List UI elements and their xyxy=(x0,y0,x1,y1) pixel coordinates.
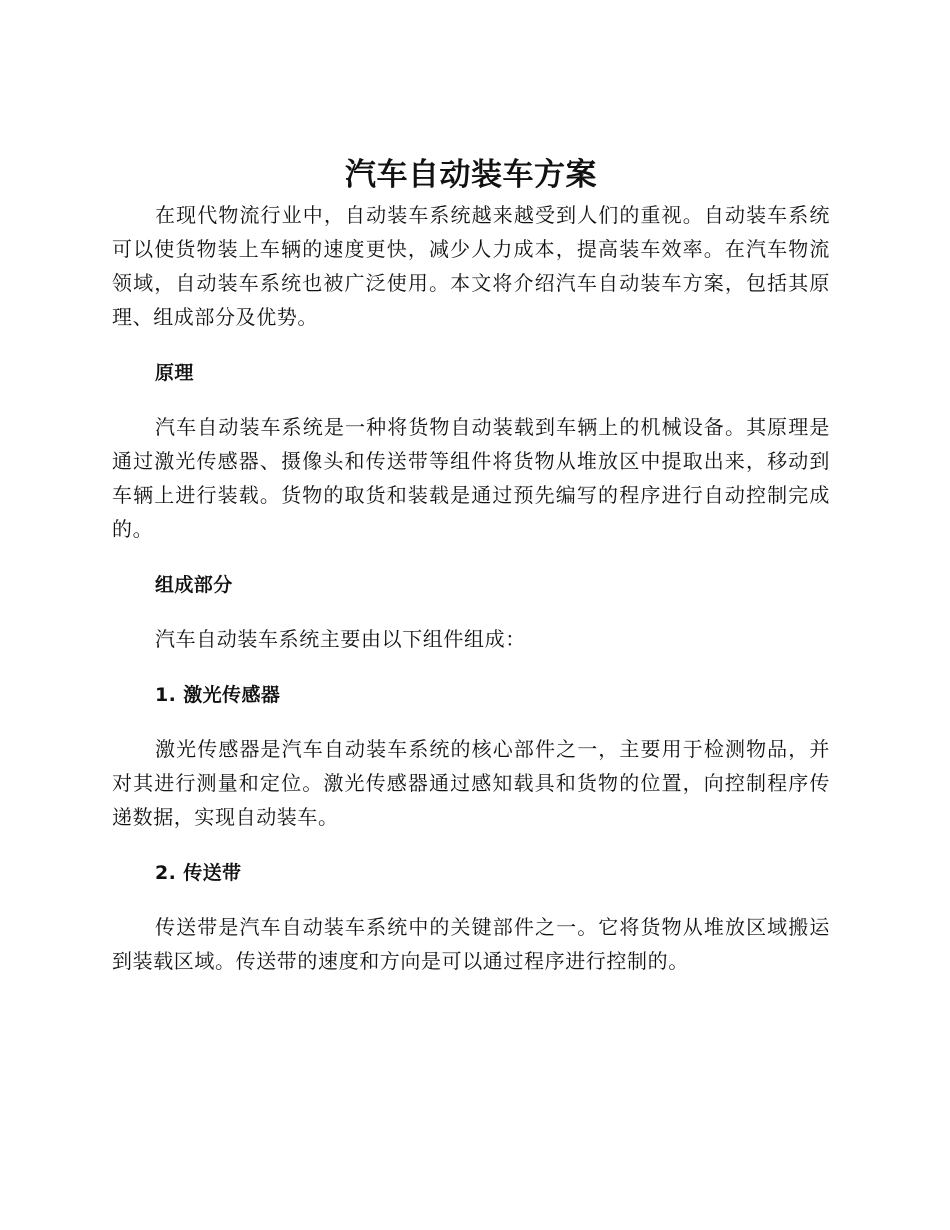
spacer xyxy=(112,390,830,410)
section-heading-components: 组成部分 xyxy=(155,574,233,596)
section-paragraph-conveyor: 传送带是汽车自动装车系统中的关键部件之一。它将货物从堆放区域搬运到装载区域。传送带的速度和方向是可以通过程序进行控制的。 xyxy=(112,915,830,973)
section-heading-principle: 原理 xyxy=(155,362,194,384)
spacer xyxy=(112,546,830,568)
section-paragraph-laser-sensor: 激光传感器是汽车自动装车系统的核心部件之一，主要用于检测物品，并对其进行测量和定位。激光传感器通过感知载具和货物的位置，向控制程序传递数据，实现自动装车。 xyxy=(112,737,830,829)
spacer xyxy=(112,334,830,356)
section-heading-laser-sensor: 1. 激光传感器 xyxy=(155,684,281,706)
spacer xyxy=(112,712,830,732)
section-paragraph-principle: 汽车自动装车系统是一种将货物自动装载到车辆上的机械设备。其原理是通过激光传感器、摄像头和传送带等组件将货物从堆放区中提取出来，移动到车辆上进行装载。货物的取货和装载是通过预先编写的程序进行自动控制完成的。 xyxy=(112,415,830,541)
section-heading-conveyor: 2. 传送带 xyxy=(155,862,242,884)
spacer xyxy=(112,890,830,910)
intro-paragraph: 在现代物流行业中，自动装车系统越来越受到人们的重视。自动装车系统可以使货物装上车辆的速度更快，减少人力成本，提高装车效率。在汽车物流领域，自动装车系统也被广泛使用。本文将介绍汽车自动装车方案，包括其原理、组成部分及优势。 xyxy=(112,203,830,329)
section-paragraph-components: 汽车自动装车系统主要由以下组件组成： xyxy=(155,627,526,651)
spacer xyxy=(112,602,830,622)
spacer xyxy=(112,834,830,856)
document-title: 汽车自动装车方案 xyxy=(345,157,597,193)
spacer xyxy=(112,656,830,678)
